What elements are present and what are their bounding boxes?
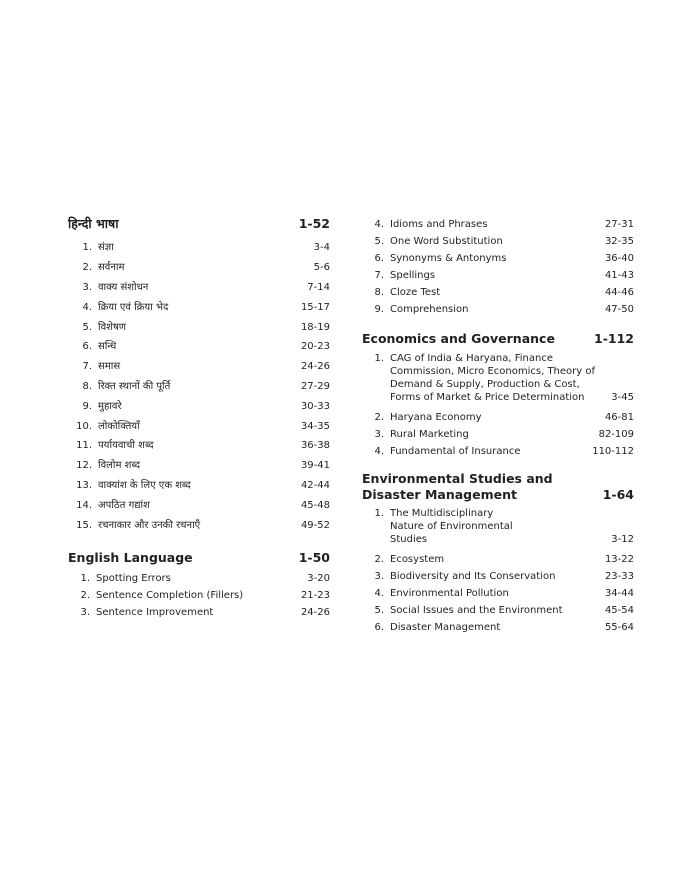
item-number: 2. — [374, 554, 384, 565]
toc-item — [68, 317, 330, 337]
item-title: Fundamental of Insurance — [390, 446, 521, 457]
item-title: Sentence Improvement — [96, 606, 214, 618]
toc-item — [362, 441, 634, 458]
toc-item — [362, 566, 634, 583]
item-pages: 49-52 — [300, 519, 330, 531]
section-title: Economics and Governance — [362, 331, 555, 346]
item-pages: 3-20 — [307, 572, 330, 584]
section-page-range: 1-112 — [594, 331, 634, 346]
item-pages: 47-50 — [604, 304, 634, 315]
item-number: 13. — [76, 479, 92, 491]
item-title: रिक्त स्थानों की पूर्ति — [98, 380, 171, 392]
toc-item — [68, 357, 330, 377]
item-title: The Multidisciplinary Nature of Environmental Studies — [390, 508, 513, 545]
item-title: Social Issues and the Environment — [390, 605, 563, 616]
item-title: अपठित गद्यांश — [98, 499, 150, 511]
item-number: 15. — [76, 519, 92, 531]
item-pages: 36-40 — [604, 253, 634, 264]
section-title: Environmental Studies and Disaster Management — [362, 471, 553, 502]
item-title: CAG of India & Haryana, Finance Commission, Micro Economics, Theory of Demand & Supply, Production & Cost, Forms of Market & Price Determination — [390, 353, 596, 403]
item-number: 4. — [374, 219, 384, 230]
item-number: 5. — [82, 321, 92, 333]
toc-item — [68, 238, 330, 258]
toc-item — [362, 301, 634, 318]
toc-item — [68, 604, 330, 621]
item-title: Disaster Management — [390, 622, 501, 633]
toc-section-hindi — [68, 216, 330, 535]
item-number: 10. — [76, 420, 92, 432]
item-pages: 46-81 — [604, 412, 634, 423]
item-number: 7. — [374, 270, 384, 281]
section-heading — [68, 550, 330, 566]
item-title: Ecosystem — [390, 554, 445, 565]
toc-item — [68, 476, 330, 496]
item-pages: 34-35 — [300, 420, 330, 432]
item-number: 3. — [82, 281, 92, 293]
item-number: 2. — [374, 412, 384, 423]
item-title: लोकोक्तियाँ — [98, 420, 140, 432]
section-heading — [362, 331, 634, 347]
section-page-range: 1-52 — [298, 216, 330, 231]
toc-item — [68, 515, 330, 535]
toc-item — [68, 495, 330, 515]
item-title: Biodiversity and Its Conservation — [390, 571, 556, 582]
item-number: 11. — [76, 440, 92, 452]
item-number: 3. — [374, 571, 384, 582]
section-item-list — [362, 352, 634, 458]
toc-item — [362, 424, 634, 441]
item-title: विशेषण — [98, 321, 126, 333]
item-pages: 13-22 — [604, 554, 634, 565]
item-pages: 42-44 — [300, 479, 330, 491]
toc-item — [362, 407, 634, 424]
toc-item — [68, 456, 330, 476]
item-number: 2. — [82, 262, 92, 274]
toc-section-economics — [362, 331, 634, 458]
toc-section-environment — [362, 471, 634, 634]
item-title: समास — [98, 361, 121, 373]
section-heading — [68, 216, 330, 232]
section-title: हिन्दी भाषा — [68, 216, 119, 231]
item-title: क्रिया एवं क्रिया भेद — [98, 301, 169, 313]
section-item-list — [362, 507, 634, 634]
item-pages: 3-45 — [611, 392, 634, 403]
item-number: 4. — [82, 301, 92, 313]
item-number: 2. — [80, 589, 90, 601]
item-title: वाक्य संशोधन — [98, 281, 149, 293]
toc-left-column — [68, 216, 330, 621]
item-title: Spotting Errors — [96, 572, 171, 584]
item-pages: 23-33 — [604, 571, 634, 582]
item-title: सर्वनाम — [98, 262, 125, 274]
item-pages: 41-43 — [604, 270, 634, 281]
section-title: English Language — [68, 549, 193, 565]
item-pages: 110-112 — [592, 446, 634, 457]
item-title: Idioms and Phrases — [390, 219, 488, 230]
item-number: 8. — [82, 380, 92, 392]
toc-item — [362, 233, 634, 250]
item-pages: 18-19 — [300, 321, 330, 333]
item-number: 1. — [374, 508, 384, 519]
item-pages: 24-26 — [300, 361, 330, 373]
item-pages: 15-17 — [300, 301, 330, 313]
toc-right-column — [362, 216, 634, 634]
item-number: 4. — [374, 446, 384, 457]
item-number: 3. — [80, 606, 90, 618]
item-title: पर्यायवाची शब्द — [98, 440, 154, 452]
item-pages: 21-23 — [300, 589, 330, 601]
item-pages: 7-14 — [307, 281, 330, 293]
item-pages: 45-48 — [300, 499, 330, 511]
item-pages: 24-26 — [300, 606, 330, 618]
toc-item — [68, 337, 330, 357]
item-title: One Word Substitution — [390, 236, 503, 247]
toc-item — [68, 297, 330, 317]
item-pages: 5-6 — [313, 262, 330, 274]
item-title: Spellings — [390, 270, 436, 281]
toc-item — [68, 278, 330, 298]
section-item-list — [68, 570, 330, 621]
item-pages: 55-64 — [604, 622, 634, 633]
item-number: 7. — [82, 361, 92, 373]
item-title: मुहावरे — [98, 400, 122, 412]
item-pages: 32-35 — [604, 236, 634, 247]
item-number: 14. — [76, 499, 92, 511]
item-pages: 20-23 — [300, 341, 330, 353]
item-title: Haryana Economy — [390, 412, 482, 423]
item-number: 9. — [374, 304, 384, 315]
item-number: 6. — [374, 622, 384, 633]
section-item-list — [362, 216, 634, 318]
item-pages: 44-46 — [604, 287, 634, 298]
toc-item — [68, 396, 330, 416]
item-number: 5. — [374, 605, 384, 616]
item-title: सन्धि — [98, 341, 117, 353]
section-item-list — [68, 238, 330, 535]
toc-item — [362, 352, 634, 404]
item-pages: 3-4 — [313, 242, 330, 254]
toc-item — [68, 416, 330, 436]
item-pages: 39-41 — [300, 460, 330, 472]
section-page-range: 1-64 — [602, 487, 634, 502]
toc-item — [68, 377, 330, 397]
item-title: विलोम शब्द — [98, 460, 141, 472]
item-number: 1. — [82, 242, 92, 254]
item-title: Rural Marketing — [390, 429, 469, 440]
item-pages: 30-33 — [300, 400, 330, 412]
item-number: 5. — [374, 236, 384, 247]
item-number: 1. — [374, 353, 384, 364]
item-number: 9. — [82, 400, 92, 412]
toc-item — [362, 216, 634, 233]
item-number: 6. — [374, 253, 384, 264]
item-number: 12. — [76, 460, 92, 472]
item-pages: 82-109 — [598, 429, 634, 440]
item-title: संज्ञा — [98, 242, 114, 254]
item-number: 3. — [374, 429, 384, 440]
toc-item — [362, 617, 634, 634]
item-pages: 34-44 — [604, 588, 634, 599]
toc-item — [362, 600, 634, 617]
section-heading — [362, 471, 634, 503]
section-page-range: 1-50 — [298, 549, 330, 565]
toc-item — [68, 587, 330, 604]
toc-item — [68, 436, 330, 456]
toc-item — [362, 507, 634, 546]
toc-section-english-continued — [362, 216, 634, 318]
toc-item — [362, 549, 634, 566]
toc-item — [68, 570, 330, 587]
item-title: Cloze Test — [390, 287, 441, 298]
item-pages: 27-31 — [604, 219, 634, 230]
item-title: रचनाकार और उनकी रचनाएँ — [98, 519, 201, 531]
item-pages: 45-54 — [604, 605, 634, 616]
item-pages: 3-12 — [611, 534, 634, 545]
item-title: Comprehension — [390, 304, 469, 315]
item-pages: 36-38 — [300, 440, 330, 452]
toc-item — [362, 284, 634, 301]
toc-item — [362, 250, 634, 267]
item-number: 4. — [374, 588, 384, 599]
item-number: 1. — [80, 572, 90, 584]
item-pages: 27-29 — [300, 380, 330, 392]
toc-item — [68, 258, 330, 278]
item-title: Sentence Completion (Fillers) — [96, 589, 244, 601]
item-title: वाक्यांश के लिए एक शब्द — [98, 479, 191, 491]
toc-section-english — [68, 550, 330, 621]
toc-item — [362, 583, 634, 600]
item-number: 8. — [374, 287, 384, 298]
toc-item — [362, 267, 634, 284]
item-number: 6. — [82, 341, 92, 353]
item-title: Synonyms & Antonyms — [390, 253, 507, 264]
item-title: Environmental Pollution — [390, 588, 509, 599]
